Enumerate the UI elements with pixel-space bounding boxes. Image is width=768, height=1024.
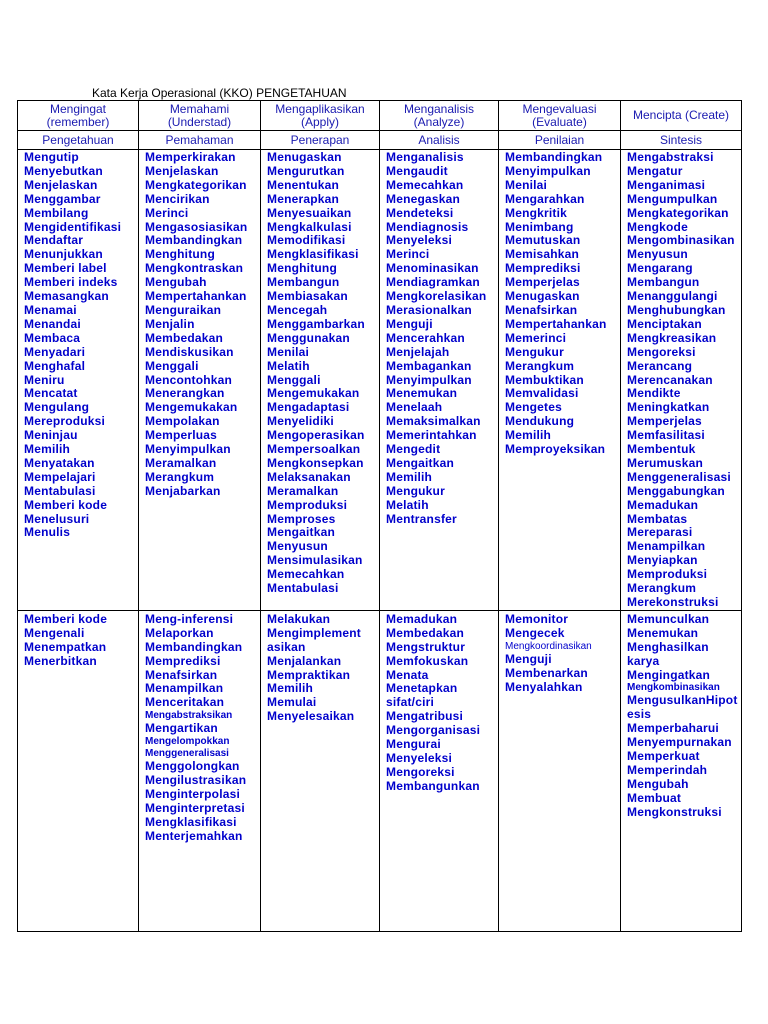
- verb-item: Merasionalkan: [386, 302, 472, 317]
- verb-item: Memerinci: [505, 330, 567, 345]
- category-penilaian: Penilaian: [499, 131, 621, 150]
- verb-item: Meng-inferensi: [145, 611, 234, 626]
- verb-item: Memfokuskan: [386, 653, 469, 668]
- verb-item: Mentransfer: [386, 511, 457, 526]
- verb-item: Menemukan: [627, 625, 699, 640]
- verb-item: Meningkatkan: [627, 400, 710, 415]
- verb-item: Menugaskan: [267, 150, 342, 164]
- verb-item: Mendukung: [505, 414, 575, 429]
- verb-item: Menimbang: [505, 219, 574, 234]
- verb-item: Mencirikan: [145, 191, 210, 206]
- verb-item: Membangun: [267, 275, 340, 290]
- verb-item: Menyimpulkan: [145, 442, 231, 457]
- verb-item: Mengkalkulasi: [267, 219, 352, 234]
- verb-item: Menyimpulkan: [386, 372, 472, 387]
- verb-item: Memerintahkan: [386, 428, 477, 443]
- header-create: Mencipta (Create): [621, 101, 742, 131]
- verb-item: Mempertahankan: [145, 289, 247, 304]
- verb-item: Melatih: [267, 358, 310, 373]
- verb-item: Menggeneralisasi: [145, 748, 229, 760]
- header-apply: Mengaplikasikan (Apply): [261, 101, 380, 131]
- verb-item: Mengukur: [505, 344, 564, 359]
- verb-item: Menyebutkan: [24, 163, 103, 178]
- verb-item: Mengatur: [627, 163, 683, 178]
- verb-list: [145, 613, 260, 844]
- verb-item: Menjalankan: [267, 653, 342, 668]
- verb-item: Memperkirakan: [145, 150, 236, 164]
- verb-item: Membandingkan: [145, 233, 243, 248]
- verb-item: Menggabungkan: [627, 483, 725, 498]
- verb-item: Memberi label: [24, 261, 107, 276]
- verb-item: Mereproduksi: [24, 414, 106, 429]
- verb-item: Memaksimalkan: [386, 414, 481, 429]
- verb-item: Menampilkan: [627, 539, 706, 554]
- verb-item: Memperluas: [145, 428, 218, 443]
- verb-item: Menulis: [24, 525, 71, 540]
- verb-item: Membaca: [24, 330, 81, 345]
- verb-item: Menyeleksi: [386, 233, 453, 248]
- verb-list: [386, 151, 498, 526]
- verb-item: esis: [627, 707, 652, 722]
- verb-item: Merangkum: [505, 358, 575, 373]
- category-pemahaman: Pemahaman: [139, 131, 261, 150]
- verb-item: Menentukan: [267, 177, 340, 192]
- verb-item: Menguji: [505, 651, 552, 666]
- verb-item: Menggunakan: [267, 330, 350, 345]
- verb-item: Memproyeksikan: [505, 442, 606, 457]
- verb-item: Menggali: [145, 358, 199, 373]
- verb-item: Mengemukakan: [145, 400, 238, 415]
- verb-item: Menilai: [505, 177, 548, 192]
- verb-item: Menata: [386, 667, 429, 682]
- verb-item: Memperjelas: [505, 275, 580, 290]
- verb-item: Memprediksi: [145, 653, 221, 668]
- verb-item: Mengingatkan: [627, 667, 711, 682]
- verb-item: Menunjukkan: [24, 247, 103, 262]
- verb-item: Memutuskan: [505, 233, 581, 248]
- cell-pemahaman-secondary: [139, 610, 261, 931]
- document-title: Kata Kerja Operasional (KKO) PENGETAHUAN: [92, 86, 347, 100]
- verb-item: Menyesuaikan: [267, 205, 352, 220]
- verb-item: Merencanakan: [627, 372, 713, 387]
- category-pengetahuan: Pengetahuan: [18, 131, 139, 150]
- verb-item: Melaporkan: [145, 625, 214, 640]
- verb-item: Mengorganisasi: [386, 723, 481, 738]
- verb-item: Mencatat: [24, 386, 78, 401]
- verb-item: Menyiapkan: [627, 553, 698, 568]
- verb-item: Menanggulangi: [627, 289, 718, 304]
- verb-item: Mengkonsepkan: [267, 455, 364, 470]
- verb-item: Memproduksi: [627, 567, 708, 582]
- verb-item: Memodifikasi: [267, 233, 346, 248]
- verb-item: Menafsirkan: [505, 302, 578, 317]
- verb-item: Mendikte: [627, 386, 681, 401]
- verb-item: Memberi kode: [24, 611, 108, 626]
- verb-item: Mengedit: [386, 442, 441, 457]
- verb-item: Memperindah: [627, 762, 708, 777]
- header-evaluate: Mengevaluasi (Evaluate): [499, 101, 621, 131]
- verb-item: Melatih: [386, 497, 429, 512]
- verb-item: Menyalahkan: [505, 679, 583, 694]
- verb-item: Menjelaskan: [145, 163, 219, 178]
- verb-item: Memberi indeks: [24, 275, 118, 290]
- verb-item: Mengumpulkan: [627, 191, 718, 206]
- verb-item: Menghasilkan: [627, 639, 709, 654]
- verb-item: Menyusun: [267, 539, 328, 554]
- verb-item: Mereparasi: [627, 525, 693, 540]
- verb-item: Mencerahkan: [386, 330, 465, 345]
- verb-item: Mengidentifikasi: [24, 219, 122, 234]
- verb-item: Memproduksi: [267, 497, 348, 512]
- verb-item: Memfasilitasi: [627, 428, 705, 443]
- cell-sintesis-secondary: [621, 610, 742, 931]
- verb-item: Mengaitkan: [267, 525, 336, 540]
- verb-item: Menegaskan: [386, 191, 461, 206]
- verb-item: Mencontohkan: [145, 372, 233, 387]
- verb-item: Menandai: [24, 316, 81, 331]
- verb-item: Meninjau: [24, 428, 78, 443]
- verb-item: Menelusuri: [24, 511, 90, 526]
- verb-list: [267, 613, 379, 724]
- verb-item: Menerangkan: [145, 386, 225, 401]
- verb-list: [24, 151, 138, 540]
- verb-item: Mencegah: [267, 302, 328, 317]
- verb-item: Mengoreksi: [386, 764, 455, 779]
- verb-item: Menginterpolasi: [145, 786, 241, 801]
- verb-row-secondary: [18, 610, 742, 931]
- verb-item: Mentabulasi: [24, 483, 96, 498]
- verb-item: Mengelompokkan: [145, 736, 230, 748]
- verb-item: Mendiagnosis: [386, 219, 469, 234]
- verb-item: Mengukur: [386, 483, 445, 498]
- cell-sintesis-primary: [621, 150, 742, 611]
- verb-item: Mengurai: [386, 737, 441, 752]
- verb-item: Memperbaharui: [627, 721, 719, 736]
- level-header-row: [18, 101, 742, 131]
- verb-item: Mengkoordinasikan: [505, 640, 592, 652]
- verb-item: Menjabarkan: [145, 483, 221, 498]
- verb-item: Mempolakan: [145, 414, 220, 429]
- verb-item: Mengkategorikan: [627, 205, 729, 220]
- verb-item: Mengemukakan: [267, 386, 360, 401]
- verb-item: Mengadaptasi: [267, 400, 350, 415]
- verb-item: Memulai: [267, 695, 317, 710]
- verb-item: Menghitung: [267, 261, 337, 276]
- verb-item: Menghafal: [24, 358, 86, 373]
- cell-penilaian-primary: [499, 150, 621, 611]
- verb-item: Menceritakan: [145, 695, 225, 710]
- verb-item: Menemukan: [386, 386, 458, 401]
- verb-item: Menganalisis: [386, 150, 464, 164]
- verb-item: Membatas: [627, 511, 688, 526]
- verb-item: Menyimpulkan: [505, 163, 591, 178]
- verb-item: Menyatakan: [24, 455, 95, 470]
- verb-item: Memilih: [24, 442, 71, 457]
- verb-item: Memprediksi: [505, 261, 581, 276]
- cell-pengetahuan-primary: [18, 150, 139, 611]
- verb-item: Mengaudit: [386, 163, 448, 178]
- verb-item: Menterjemahkan: [145, 828, 243, 843]
- verb-item: Menjelaskan: [24, 177, 98, 192]
- verb-item: Menafsirkan: [145, 667, 218, 682]
- verb-item: Menyempurnakan: [627, 735, 732, 750]
- cell-analisis-secondary: [380, 610, 499, 931]
- category-sintesis: Sintesis: [621, 131, 742, 150]
- verb-item: Menggeneralisasi: [627, 469, 731, 484]
- verb-item: Merancang: [627, 358, 693, 373]
- verb-item: Mengkategorikan: [145, 177, 247, 192]
- verb-item: Menerbitkan: [24, 653, 97, 668]
- verb-item: Memberi kode: [24, 497, 108, 512]
- verb-item: Memvalidasi: [505, 386, 579, 401]
- cell-penerapan-secondary: [261, 610, 380, 931]
- verb-item: Memecahkan: [386, 177, 464, 192]
- verb-item: Menilai: [267, 344, 310, 359]
- verb-item: Mengutip: [24, 150, 79, 164]
- verb-item: Memilih: [386, 469, 433, 484]
- verb-item: Mengkorelasikan: [386, 289, 487, 304]
- verb-item: Menjelajah: [386, 344, 450, 359]
- cell-penerapan-primary: [261, 150, 380, 611]
- verb-item: asikan: [267, 639, 306, 654]
- verb-item: Merinci: [145, 205, 189, 220]
- verb-item: Melakukan: [267, 611, 331, 626]
- verb-item: Memadukan: [627, 497, 699, 512]
- verb-item: Merumuskan: [627, 455, 704, 470]
- verb-list: [505, 613, 620, 695]
- verb-item: Menggambar: [24, 191, 101, 206]
- header-remember: Mengingat (remember): [18, 101, 139, 131]
- verb-list: [145, 151, 260, 499]
- verb-item: Membedakan: [145, 330, 224, 345]
- cell-analisis-primary: [380, 150, 499, 611]
- verb-item: Mengarang: [627, 261, 693, 276]
- category-analisis: Analisis: [380, 131, 499, 150]
- verb-item: Mengatribusi: [386, 709, 464, 724]
- verb-item: Menyelesaikan: [267, 709, 355, 724]
- verb-item: Mengubah: [145, 275, 207, 290]
- verb-item: Membilang: [24, 205, 89, 220]
- verb-item: Meramalkan: [145, 455, 217, 470]
- verb-item: Mengurutkan: [267, 163, 345, 178]
- verb-item: Menominasikan: [386, 261, 479, 276]
- verb-item: Mempelajari: [24, 469, 96, 484]
- verb-item: Menerapkan: [267, 191, 340, 206]
- verb-item: Memilih: [267, 681, 314, 696]
- verb-item: Menguraikan: [145, 302, 222, 317]
- verb-item: Mengkombinasikan: [627, 682, 720, 694]
- verb-item: Menggali: [267, 372, 321, 387]
- verb-item: Membangunkan: [386, 778, 480, 793]
- verb-item: Meramalkan: [267, 483, 339, 498]
- verb-item: Mengombinasikan: [627, 233, 735, 248]
- verb-item: Membiasakan: [267, 289, 348, 304]
- category-header-row: [18, 131, 742, 150]
- verb-item: Memproses: [267, 511, 336, 526]
- header-understand: Memahami (Understad): [139, 101, 261, 131]
- verb-list: [627, 151, 741, 610]
- verb-item: Menetapkan: [386, 681, 458, 696]
- verb-item: Membagankan: [386, 358, 472, 373]
- cell-pengetahuan-secondary: [18, 610, 139, 931]
- verb-item: Mengoreksi: [627, 344, 696, 359]
- verb-item: Menjalin: [145, 316, 195, 331]
- verb-item: Membentuk: [627, 442, 696, 457]
- verb-item: Menyeleksi: [386, 750, 453, 765]
- verb-item: Menciptakan: [627, 316, 702, 331]
- verb-item: Mengkreasikan: [627, 330, 717, 345]
- verb-item: Mengecek: [505, 625, 565, 640]
- verb-item: Menyelidiki: [267, 414, 334, 429]
- verb-item: Melaksanakan: [267, 469, 351, 484]
- verb-item: Memecahkan: [267, 567, 345, 582]
- verb-item: Membedakan: [386, 625, 465, 640]
- cell-penilaian-secondary: [499, 610, 621, 931]
- verb-item: Mengabstraksikan: [145, 710, 233, 722]
- verb-item: Mengilustrasikan: [145, 773, 247, 788]
- verb-item: Menganimasi: [627, 177, 706, 192]
- verb-list: [386, 613, 498, 794]
- verb-item: Mengetes: [505, 400, 562, 415]
- verb-item: Memisahkan: [505, 247, 580, 262]
- verb-item: Mengasosiasikan: [145, 219, 248, 234]
- verb-item: Menempatkan: [24, 639, 107, 654]
- verb-item: Mendiskusikan: [145, 344, 234, 359]
- verb-item: Mengenali: [24, 625, 85, 640]
- verb-item: Menguji: [386, 316, 433, 331]
- verb-item: Mengstruktur: [386, 639, 466, 654]
- verb-item: Mengubah: [627, 776, 689, 791]
- verb-item: Mengkode: [627, 219, 688, 234]
- verb-item: Membandingkan: [145, 639, 243, 654]
- verb-item: Menyusun: [627, 247, 688, 262]
- verb-item: Memperjelas: [627, 414, 702, 429]
- kko-table: [17, 100, 742, 932]
- verb-item: Menghitung: [145, 247, 215, 262]
- verb-item: Membuat: [627, 790, 682, 805]
- verb-list: [505, 151, 620, 457]
- verb-item: Memonitor: [505, 611, 569, 626]
- verb-item: Mengklasifikasi: [145, 814, 237, 829]
- verb-item: Menamai: [24, 302, 77, 317]
- verb-item: Mempertahankan: [505, 316, 607, 331]
- verb-item: Memperkuat: [627, 749, 700, 764]
- verb-item: Mengkritik: [505, 205, 568, 220]
- verb-item: Mengoperasikan: [267, 428, 365, 443]
- verb-row-primary: [18, 150, 742, 611]
- verb-item: Mengkontraskan: [145, 261, 244, 276]
- verb-item: Mempersoalkan: [267, 442, 361, 457]
- verb-item: Memilih: [505, 428, 552, 443]
- verb-item: Memunculkan: [627, 611, 710, 626]
- verb-item: Merekonstruksi: [627, 595, 719, 609]
- cell-pemahaman-primary: [139, 150, 261, 611]
- verb-item: Menggolongkan: [145, 759, 240, 774]
- verb-item: Mentabulasi: [267, 581, 339, 596]
- verb-item: MengusulkanHipot: [627, 693, 738, 708]
- verb-item: Menugaskan: [505, 289, 580, 304]
- verb-item: sifat/ciri: [386, 695, 435, 710]
- verb-item: Mengklasifikasi: [267, 247, 359, 262]
- verb-item: Mendeteksi: [386, 205, 454, 220]
- verb-item: Mensimulasikan: [267, 553, 363, 568]
- verb-item: Mempraktikan: [267, 667, 351, 682]
- verb-item: Memadukan: [386, 611, 458, 626]
- verb-item: Mengabstraksi: [627, 150, 714, 164]
- verb-item: Mengkonstruksi: [627, 804, 722, 819]
- header-analyze: Menganalisis (Analyze): [380, 101, 499, 131]
- verb-item: Mengulang: [24, 400, 90, 415]
- verb-item: Menggambarkan: [267, 316, 365, 331]
- verb-item: Membenarkan: [505, 665, 588, 680]
- verb-item: Merangkum: [627, 581, 697, 596]
- verb-list: [627, 613, 741, 820]
- verb-item: Mengartikan: [145, 721, 218, 736]
- verb-item: Merangkum: [145, 469, 215, 484]
- verb-item: Menyadari: [24, 344, 86, 359]
- category-penerapan: Penerapan: [261, 131, 380, 150]
- verb-item: Meniru: [24, 372, 65, 387]
- verb-item: karya: [627, 653, 660, 668]
- verb-list: [267, 151, 379, 596]
- verb-item: Mengarahkan: [505, 191, 585, 206]
- verb-item: Mendiagramkan: [386, 275, 480, 290]
- verb-item: Merinci: [386, 247, 430, 262]
- verb-item: Mendaftar: [24, 233, 84, 248]
- verb-item: Mengimplement: [267, 625, 361, 640]
- verb-item: Mengaitkan: [386, 455, 455, 470]
- verb-list: [24, 613, 138, 669]
- verb-item: Menghubungkan: [627, 302, 726, 317]
- verb-item: Membandingkan: [505, 150, 603, 164]
- verb-item: Membangun: [627, 275, 700, 290]
- verb-item: Menampilkan: [145, 681, 224, 696]
- verb-item: Menelaah: [386, 400, 443, 415]
- verb-item: Membuktikan: [505, 372, 584, 387]
- verb-item: Menginterpretasi: [145, 800, 245, 815]
- verb-item: Memasangkan: [24, 289, 109, 304]
